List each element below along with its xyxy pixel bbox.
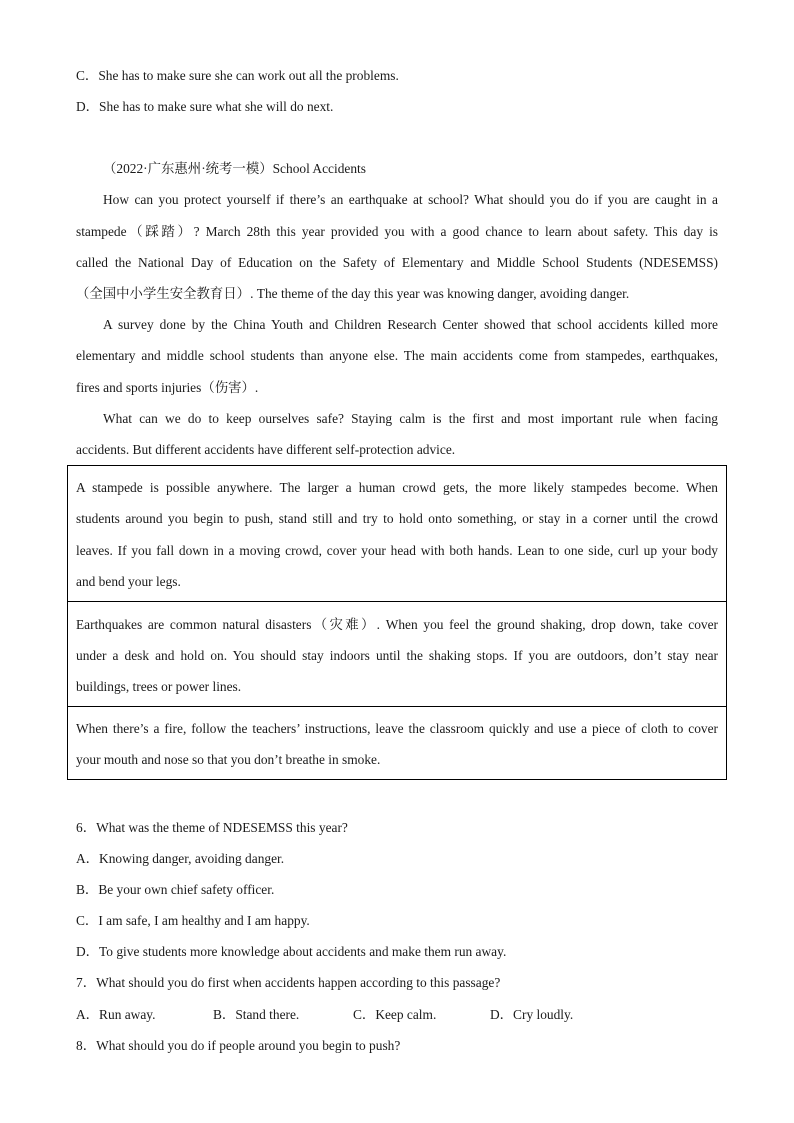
passage-line: fires and sports injuries（伤害）. — [76, 380, 259, 395]
passage-line: stampede（踩踏）? March 28th this year provided you with a good chance to learn about safety. This day is — [76, 224, 718, 239]
question-7-option-d: D．Cry loudly. — [490, 1007, 574, 1022]
table-cell-line: A stampede is possible anywhere. The larger a human crowd gets, the more likely stampedes become. When — [76, 480, 718, 495]
question-6-option-b: B．Be your own chief safety officer. — [76, 882, 275, 897]
question-6-option-d: D．To give students more knowledge about accidents and make them run away. — [76, 944, 507, 959]
advice-table — [67, 465, 727, 780]
question-7-option-b: B．Stand there. — [213, 1007, 300, 1022]
table-cell-line: Earthquakes are common natural disasters（灾难）. When you feel the ground shaking, drop down, take cover — [76, 617, 718, 632]
question-7-option-c: C．Keep calm. — [353, 1007, 437, 1022]
table-cell-line: under a desk and hold on. You should stay indoors until the shaking stops. If you are outdoors, don’t stay near — [76, 648, 718, 663]
question-7-option-a: A．Run away. — [76, 1007, 156, 1022]
passage-line: called the National Day of Education on the Safety of Elementary and Middle School Students (NDESEMSS) — [76, 255, 718, 270]
table-cell-earthquake — [68, 601, 726, 706]
passage-line: What can we do to keep ourselves safe? Staying calm is the first and most important rule when facing — [103, 411, 718, 426]
option-d-prev: D．She has to make sure what she will do next. — [76, 99, 334, 114]
passage-line: （全国中小学生安全教育日）. The theme of the day this year was knowing danger, avoiding danger. — [76, 286, 630, 301]
question-7-stem: 7．What should you do first when accidents happen according to this passage? — [76, 975, 501, 990]
question-6-option-c: C．I am safe, I am healthy and I am happy. — [76, 913, 310, 928]
passage-heading: （2022·广东惠州·统考一模）School Accidents — [103, 161, 366, 176]
passage-line: accidents. But different accidents have different self-protection advice. — [76, 442, 456, 457]
table-cell-stampede — [68, 466, 726, 601]
table-cell-line: buildings, trees or power lines. — [76, 679, 242, 694]
passage-line: elementary and middle school students than anyone else. The main accidents come from stampedes, earthquakes, — [76, 348, 718, 363]
passage-line: How can you protect yourself if there’s an earthquake at school? What should you do if you are caught in a — [103, 192, 718, 207]
passage-line: A survey done by the China Youth and Children Research Center showed that school accidents killed more — [103, 317, 718, 332]
question-6-option-a: A．Knowing danger, avoiding danger. — [76, 851, 285, 866]
option-c-prev: C．She has to make sure she can work out all the problems. — [76, 68, 399, 83]
question-8-stem: 8．What should you do if people around you begin to push? — [76, 1038, 401, 1053]
table-cell-line: students around you begin to push, stand still and try to hold onto something, or stay in a corner until the crowd — [76, 511, 718, 526]
table-cell-line: and bend your legs. — [76, 574, 181, 589]
table-cell-line: your mouth and nose so that you don’t breathe in smoke. — [76, 752, 381, 767]
question-6-stem: 6．What was the theme of NDESEMSS this year? — [76, 820, 348, 835]
table-cell-line: leaves. If you fall down in a moving crowd, cover your head with both hands. Lean to one side, curl up your body — [76, 543, 718, 558]
table-cell-line: When there’s a fire, follow the teachers’ instructions, leave the classroom quickly and use a piece of cloth to cover — [76, 721, 718, 736]
table-cell-fire — [68, 706, 726, 779]
